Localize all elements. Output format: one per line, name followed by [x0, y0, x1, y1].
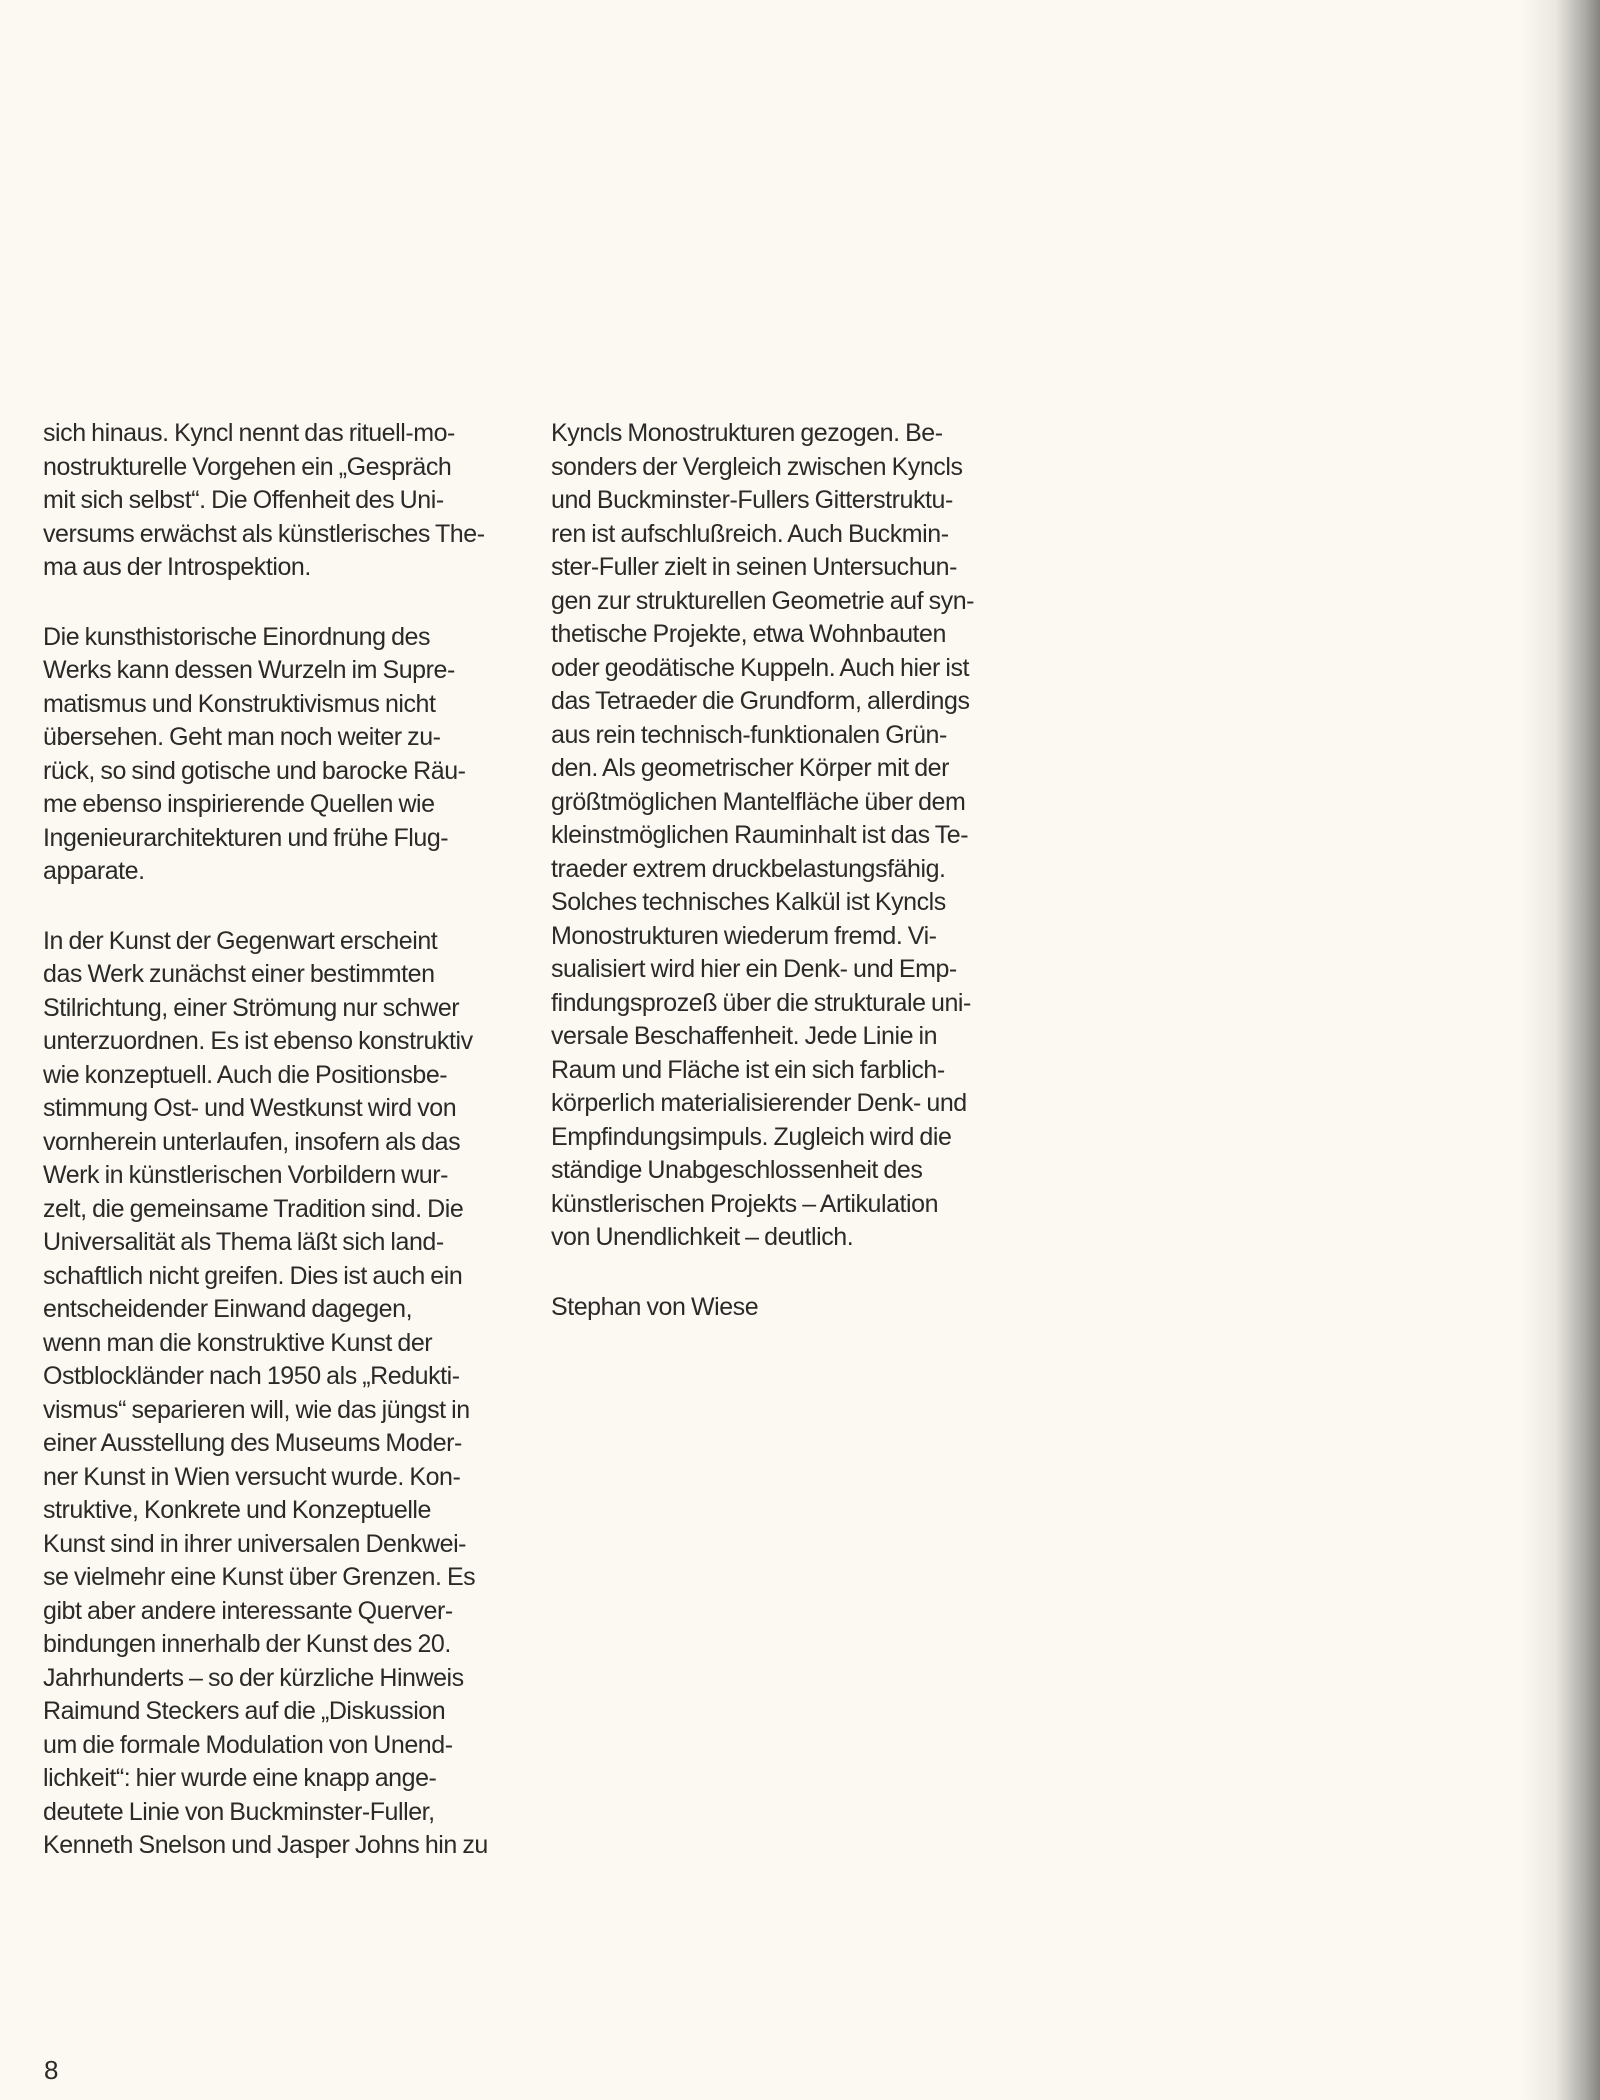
text-line: Monostrukturen wiederum fremd. Vi- [551, 921, 937, 950]
page-edge-shadow [1520, 0, 1600, 2100]
text-line: ma aus der Introspektion. [43, 553, 311, 581]
text-line: kleinstmöglichen Rauminhalt ist das Te- [551, 821, 969, 849]
text-line: einer Ausstellung des Museums Moder- [43, 1429, 462, 1457]
text-line: bindungen innerhalb der Kunst des 20. [43, 1630, 451, 1658]
text-line: ren ist aufschlußreich. Auch Buckmin- [551, 519, 949, 548]
text-line: mit sich selbst“. Die Offenheit des Uni- [43, 486, 444, 514]
text-line: schaftlich nicht greifen. Dies ist auch ein [43, 1261, 463, 1290]
text-line: Die kunsthistorische Einordnung des [43, 622, 431, 651]
text-line: Stilrichtung, einer Strömung nur schwer [43, 993, 460, 1022]
text-line: rück, so sind gotische und barocke Räu- [43, 756, 466, 785]
text-line: Kunst sind in ihrer universalen Denkwei- [43, 1529, 467, 1558]
page-number: 8 [44, 2055, 59, 2085]
text-line: Werk in künstlerischen Vorbildern wur- [43, 1161, 448, 1189]
text-line: matismus und Konstruktivismus nicht [43, 689, 436, 718]
text-line: aus rein technisch-funktionalen Grün- [551, 720, 947, 749]
paragraph [43, 417, 543, 585]
text-line: Werks kann dessen Wurzeln im Supre- [43, 656, 455, 684]
text-line: Ingenieurarchitekturen und frühe Flug- [43, 823, 449, 852]
text-line: Kyncls Monostrukturen gezogen. Be- [551, 419, 943, 447]
text-line: ständige Unabgeschlossenheit des [551, 1156, 923, 1184]
text-line: vornherein unterlaufen, insofern als das [43, 1127, 461, 1156]
text-line: den. Als geometrischer Körper mit der [551, 754, 949, 782]
text-line: Kenneth Snelson und Jasper Johns hin zu [43, 1831, 488, 1859]
text-line: findungsprozeß über die strukturale uni- [551, 988, 971, 1017]
text-line: künstlerischen Projekts – Artikulation [551, 1189, 939, 1218]
text-line: wenn man die konstruktive Kunst der [43, 1328, 433, 1357]
text-line: Universalität als Thema läßt sich land- [43, 1228, 444, 1256]
text-line: lichkeit“: hier wurde eine knapp ange- [43, 1764, 437, 1792]
text-line: unterzuordnen. Es ist ebenso konstruktiv [43, 1027, 473, 1055]
text-line: körperlich materialisierender Denk- und [551, 1089, 967, 1117]
text-line: wie konzeptuell. Auch die Positionsbe- [43, 1060, 448, 1089]
text-line: Ostblockländer nach 1950 als „Redukti- [43, 1362, 460, 1390]
text-line: entscheidender Einwand dagegen, [43, 1295, 413, 1323]
text-line: In der Kunst der Gegenwart erscheint [43, 926, 438, 955]
text-line: traeder extrem druckbelastungsfähig. [551, 854, 946, 883]
text-line: von Unendlichkeit – deutlich. [551, 1223, 854, 1251]
text-line: nostrukturelle Vorgehen ein „Gespräch [43, 452, 452, 481]
text-line: sich hinaus. Kyncl nennt das rituell-mo- [43, 419, 455, 447]
text-line: apparate. [43, 857, 145, 885]
text-line: ner Kunst in Wien versucht wurde. Kon- [43, 1462, 461, 1491]
text-line: vismus“ separieren will, wie das jüngst in [43, 1395, 470, 1424]
text-line: gibt aber andere interessante Querver- [43, 1596, 453, 1625]
text-column-left [43, 417, 543, 1899]
text-line: Raum und Fläche ist ein sich farblich- [551, 1055, 945, 1084]
author-signature: Stephan von Wiese [551, 1292, 759, 1321]
text-line: Solches technisches Kalkül ist Kyncls [551, 888, 946, 916]
text-line: struktive, Konkrete und Konzeptuelle [43, 1496, 431, 1524]
text-line: Jahrhunderts – so der kürzliche Hinweis [43, 1663, 464, 1692]
text-line: versums erwächst als künstlerisches The- [43, 519, 485, 548]
paragraph [551, 417, 1051, 1255]
text-line: me ebenso inspirierende Quellen wie [43, 790, 435, 818]
text-line: gen zur strukturellen Geometrie auf syn- [551, 586, 975, 615]
text-line: und Buckminster-Fullers Gitterstruktu- [551, 486, 953, 514]
text-line: das Tetraeder die Grundform, allerdings [551, 687, 970, 715]
text-line: das Werk zunächst einer bestimmten [43, 960, 435, 988]
text-line: größtmöglichen Mantelfläche über dem [551, 787, 966, 816]
text-line: sualisiert wird hier ein Denk- und Emp- [551, 955, 957, 983]
text-line: zelt, die gemeinsame Tradition sind. Die [43, 1194, 464, 1223]
text-line: oder geodätische Kuppeln. Auch hier ist [551, 653, 970, 682]
text-line: stimmung Ost- und Westkunst wird von [43, 1094, 457, 1122]
text-line: versale Beschaffenheit. Jede Linie in [551, 1022, 938, 1050]
text-line: um die formale Modulation von Unend- [43, 1730, 453, 1759]
paragraph [43, 621, 543, 889]
text-line: se vielmehr eine Kunst über Grenzen. Es [43, 1563, 476, 1591]
text-line: deutete Linie von Buckminster-Fuller, [43, 1797, 435, 1826]
text-line: ster-Fuller zielt in seinen Untersuchun- [551, 553, 957, 581]
text-line: Empfindungsimpuls. Zugleich wird die [551, 1122, 952, 1151]
paragraph [43, 925, 543, 1863]
text-line: Raimund Steckers auf die „Diskussion [43, 1697, 446, 1725]
text-line: thetische Projekte, etwa Wohnbauten [551, 620, 946, 648]
text-line: übersehen. Geht man noch weiter zu- [43, 723, 441, 751]
text-column-right [551, 417, 1051, 1324]
text-line: sonders der Vergleich zwischen Kyncls [551, 452, 963, 481]
